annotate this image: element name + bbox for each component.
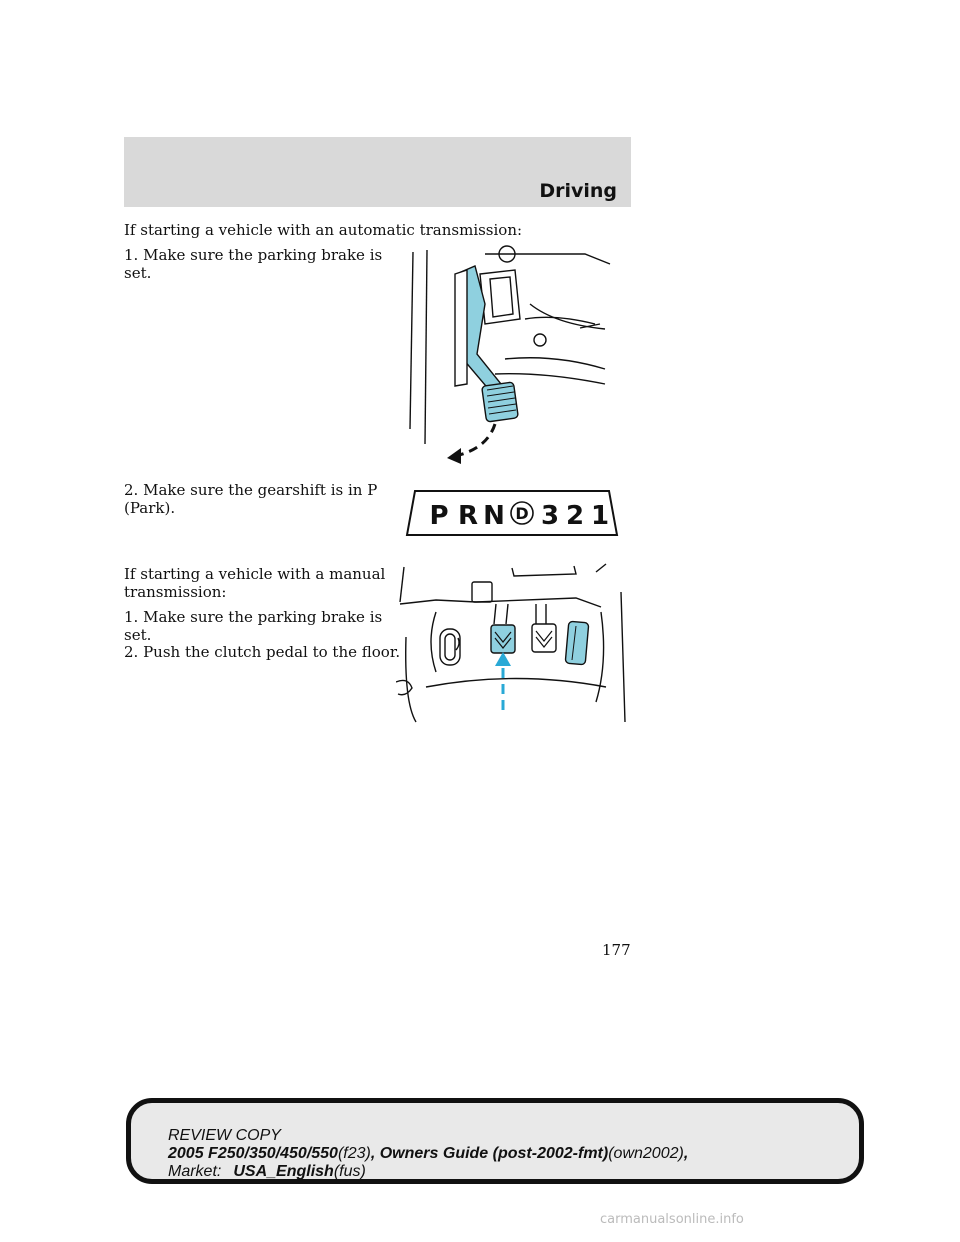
gear-letter: 1 xyxy=(590,501,610,531)
gear-letter: R xyxy=(457,501,479,531)
brake-pedal xyxy=(532,624,556,652)
header-band xyxy=(124,137,631,207)
gear-letter: 2 xyxy=(565,501,585,531)
clutch-pedal xyxy=(491,625,515,653)
footer-line1: REVIEW COPY xyxy=(168,1127,281,1144)
gear-indicator xyxy=(405,487,619,539)
manual-step2: 2. Push the clutch pedal to the floor. xyxy=(124,643,401,661)
manual-step1-line2: set. xyxy=(124,626,152,644)
gear-letter-selected: D xyxy=(515,504,529,523)
footer-line3: Market: USA_English(fus) xyxy=(168,1163,366,1180)
gear-letter: N xyxy=(483,501,505,531)
footer-line2: 2005 F250/350/450/550(f23), Owners Guide (post-2002-fmt)(own2002), xyxy=(168,1145,689,1162)
watermark: carmanualsonline.info xyxy=(600,1212,744,1227)
accelerator-pedal xyxy=(565,621,589,665)
intro-manual-line1: If starting a vehicle with a manual xyxy=(124,565,386,583)
gear-letter: 3 xyxy=(540,501,560,531)
gear-letter: P xyxy=(429,501,449,531)
auto-step2-line1: 2. Make sure the gearshift is in P xyxy=(124,481,378,499)
clutch-pedal-illustration xyxy=(396,562,628,724)
section-title: Driving xyxy=(539,180,617,202)
auto-step1-line2: set. xyxy=(124,264,152,282)
intro-manual-line2: transmission: xyxy=(124,583,227,601)
intro-automatic: If starting a vehicle with an automatic transmission: xyxy=(124,221,523,239)
auto-step2-line2: (Park). xyxy=(124,499,176,517)
auto-step1-line1: 1. Make sure the parking brake is xyxy=(124,246,383,264)
page-number: 177 xyxy=(602,941,631,959)
manual-step1-line1: 1. Make sure the parking brake is xyxy=(124,608,383,626)
review-copy-footer xyxy=(126,1098,864,1184)
parking-brake-illustration xyxy=(405,244,617,466)
